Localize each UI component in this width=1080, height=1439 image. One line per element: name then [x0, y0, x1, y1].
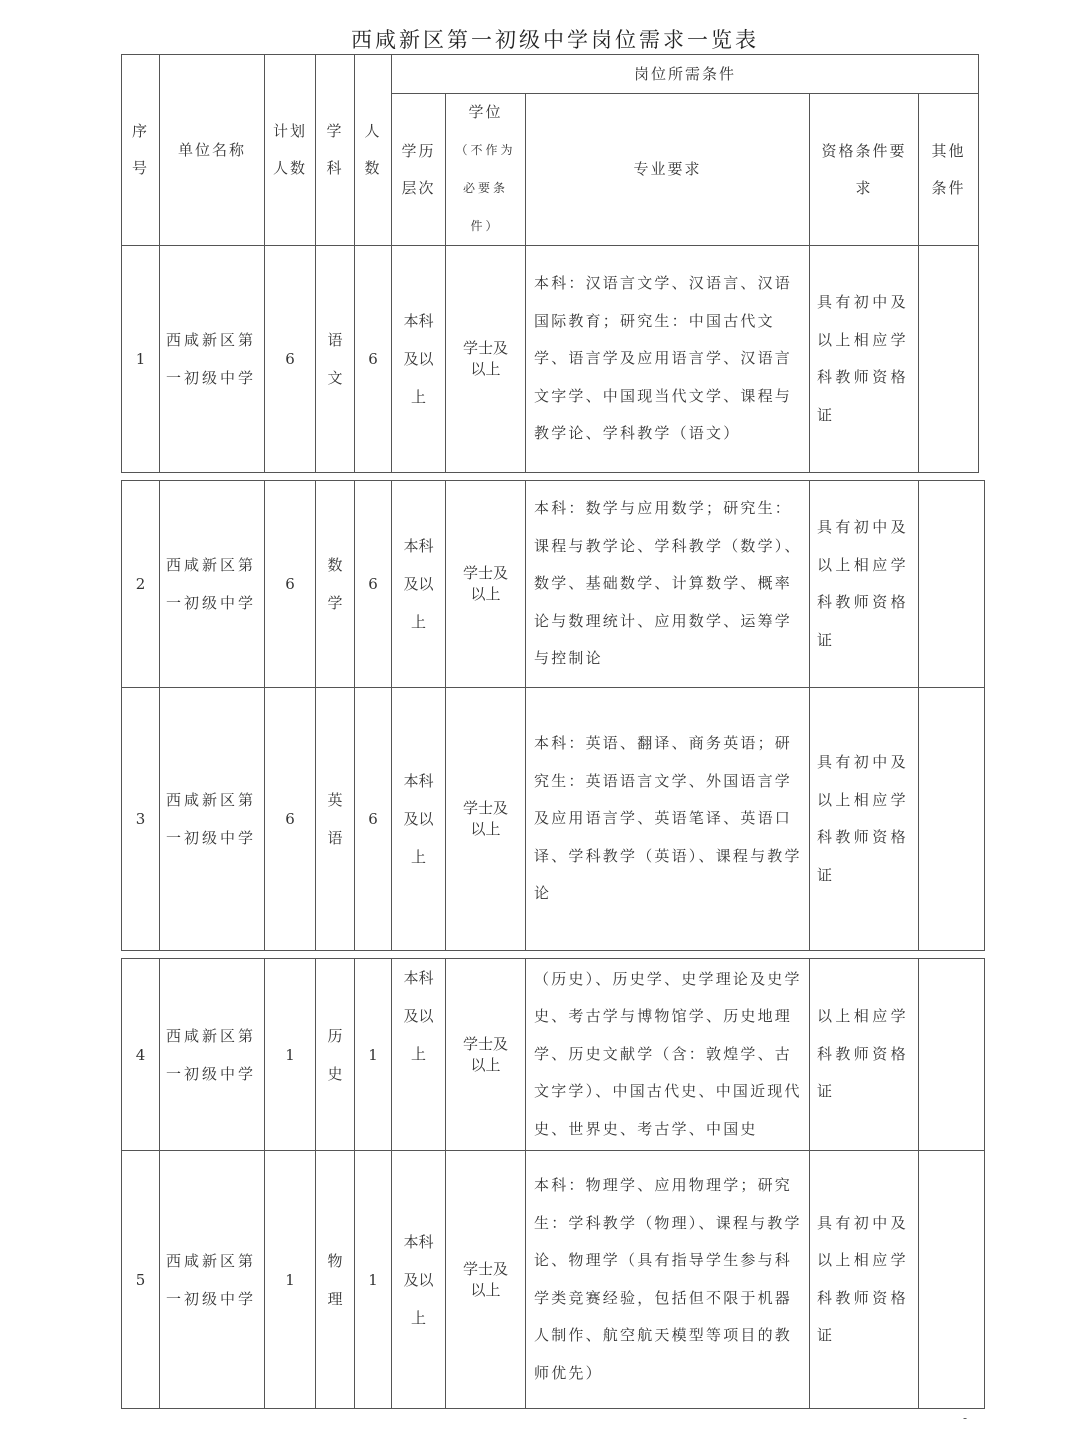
- row-subject: 语文: [316, 246, 355, 473]
- row-plan: 1: [265, 959, 316, 1151]
- row-qual: 以上相应学科教师资格证: [810, 959, 919, 1151]
- table-row: [122, 959, 985, 1151]
- row-major: 本科：英语、翻译、商务英语；研究生：英语语言文学、外国语言学及应用语言学、英语笔译、英语口译、学科教学（英语）、课程与教学论: [526, 688, 810, 951]
- header-count: 人数: [355, 55, 392, 246]
- row-unit: 西咸新区第一初级中学: [160, 1151, 265, 1409]
- row-edu: 本科及以上: [392, 959, 446, 1151]
- row-edu: 本科及以上: [392, 481, 446, 688]
- row-no: 4: [122, 959, 160, 1151]
- header-major: 专业要求: [526, 94, 810, 246]
- row-no: 5: [122, 1151, 160, 1409]
- row-subject: 历史: [316, 959, 355, 1151]
- table-row: [122, 481, 985, 688]
- row-degree: 学士及以上: [446, 688, 526, 951]
- row-qual: 具有初中及以上相应学科教师资格证: [810, 688, 919, 951]
- table-row: [122, 1151, 985, 1409]
- row-other: [919, 1151, 985, 1409]
- header-unit: 单位名称: [160, 55, 265, 246]
- row-unit: 西咸新区第一初级中学: [160, 246, 265, 473]
- row-plan: 1: [265, 1151, 316, 1409]
- row-qual: 具有初中及以上相应学科教师资格证: [810, 246, 919, 473]
- header-degree: 学位 （不作为必要条件）: [446, 94, 526, 246]
- row-degree: 学士及以上: [446, 481, 526, 688]
- row-unit: 西咸新区第一初级中学: [160, 481, 265, 688]
- table-row: [122, 246, 979, 473]
- row-plan: 6: [265, 688, 316, 951]
- row-other: [919, 246, 979, 473]
- row-other: [919, 481, 985, 688]
- row-edu: 本科及以上: [392, 1151, 446, 1409]
- row-major: （历史）、历史学、史学理论及史学史、考古学与博物馆学、历史地理学、历史文献学（含：敦煌学、古文字学）、中国古代史、中国近现代史、世界史、考古学、中国史: [526, 959, 810, 1151]
- row-count: 6: [355, 246, 392, 473]
- table-block-2: [121, 480, 985, 951]
- row-major: 本科：物理学、应用物理学；研究生：学科教学（物理）、课程与教学论、物理学（具有指导学生参与科学类竞赛经验，包括但不限于机器人制作、航空航天模型等项目的教师优先）: [526, 1151, 810, 1409]
- row-count: 6: [355, 688, 392, 951]
- page-mark: -: [963, 1411, 968, 1425]
- row-no: 3: [122, 688, 160, 951]
- table-row: [122, 688, 985, 951]
- row-subject: 数学: [316, 481, 355, 688]
- row-qual: 具有初中及以上相应学科教师资格证: [810, 1151, 919, 1409]
- row-qual: 具有初中及以上相应学科教师资格证: [810, 481, 919, 688]
- header-group: 岗位所需条件: [392, 55, 979, 94]
- row-unit: 西咸新区第一初级中学: [160, 959, 265, 1151]
- row-count: 6: [355, 481, 392, 688]
- row-subject: 物理: [316, 1151, 355, 1409]
- row-degree: 学士及以上: [446, 1151, 526, 1409]
- page-title: 西咸新区第一初级中学岗位需求一览表: [351, 28, 759, 52]
- header-plan: 计划人数: [265, 55, 316, 246]
- row-degree: 学士及以上: [446, 246, 526, 473]
- table-block-1: [121, 54, 979, 473]
- row-plan: 6: [265, 481, 316, 688]
- header-no: 序号: [122, 55, 160, 246]
- row-unit: 西咸新区第一初级中学: [160, 688, 265, 951]
- table-block-3: [121, 958, 985, 1409]
- row-other: [919, 688, 985, 951]
- row-count: 1: [355, 1151, 392, 1409]
- row-major: 本科：汉语言文学、汉语言、汉语国际教育；研究生：中国古代文学、语言学及应用语言学、汉语言文字学、中国现当代文学、课程与教学论、学科教学（语文）: [526, 246, 810, 473]
- row-plan: 6: [265, 246, 316, 473]
- row-no: 1: [122, 246, 160, 473]
- row-other: [919, 959, 985, 1151]
- row-count: 1: [355, 959, 392, 1151]
- header-subject: 学科: [316, 55, 355, 246]
- row-edu: 本科及以上: [392, 688, 446, 951]
- row-major: 本科：数学与应用数学；研究生：课程与教学论、学科教学（数学）、数学、基础数学、计算数学、概率论与数理统计、应用数学、运筹学与控制论: [526, 481, 810, 688]
- header-other: 其他条件: [919, 94, 979, 246]
- row-degree: 学士及以上: [446, 959, 526, 1151]
- header-edu: 学历层次: [392, 94, 446, 246]
- row-no: 2: [122, 481, 160, 688]
- row-subject: 英语: [316, 688, 355, 951]
- row-edu: 本科及以上: [392, 246, 446, 473]
- header-qual: 资格条件要求: [810, 94, 919, 246]
